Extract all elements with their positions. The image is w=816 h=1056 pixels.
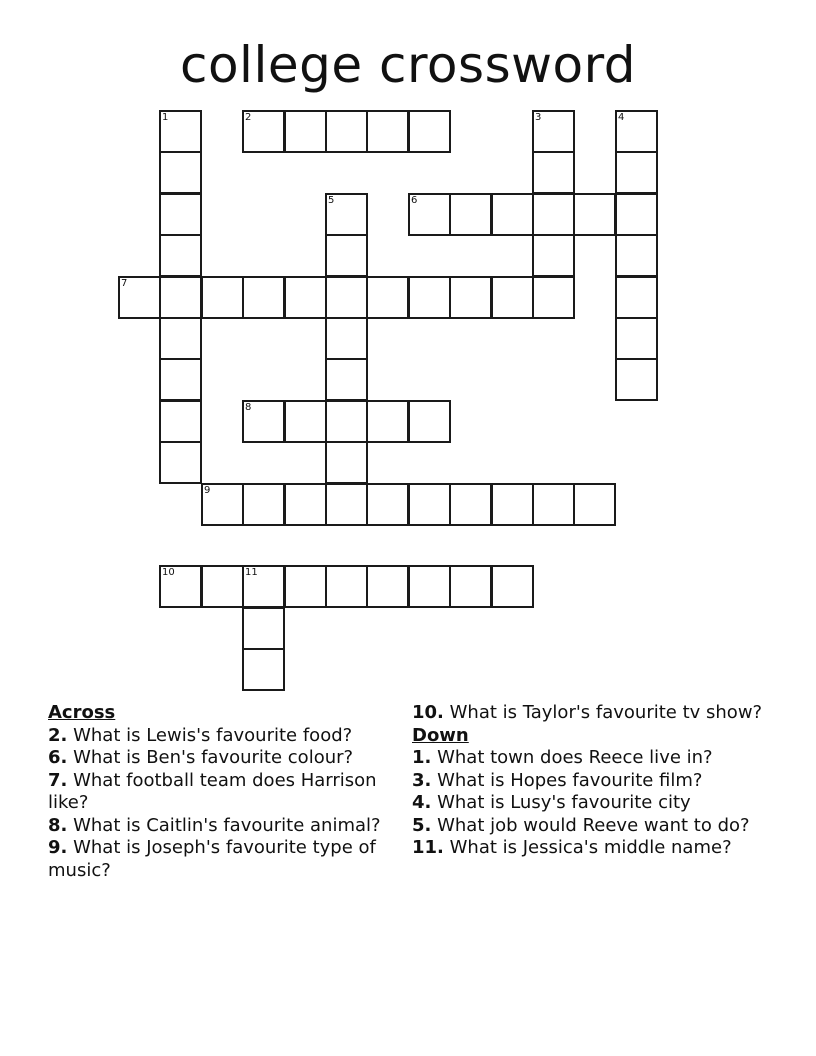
grid-cell[interactable] [449,483,492,526]
grid-cell[interactable] [366,276,409,319]
clue-number: 3. [412,769,432,791]
grid-cell[interactable] [366,110,409,153]
grid-cell[interactable] [532,483,575,526]
grid-cell[interactable] [573,193,616,236]
grid-cell[interactable] [325,441,368,484]
down-clue-1 [412,747,772,770]
grid-cell[interactable] [449,193,492,236]
grid-cell[interactable] [615,151,658,194]
across-clue-10 [412,702,772,725]
grid-cell[interactable] [325,400,368,443]
cell-number: 3 [535,112,542,123]
grid-cell[interactable] [615,193,658,236]
cell-number: 9 [204,485,211,496]
grid-cell[interactable] [242,483,285,526]
grid-cell[interactable] [532,193,575,236]
grid-cell[interactable] [491,193,534,236]
grid-cell[interactable] [159,276,202,319]
grid-cell[interactable] [242,276,285,319]
grid-cell[interactable] [532,151,575,194]
clue-number: 2. [48,724,68,746]
clue-text: What is Ben's favourite colour? [67,747,354,768]
across-clue-7 [48,770,393,815]
cell-number: 7 [121,278,128,289]
clue-text: What job would Reeve want to do? [431,814,750,836]
grid-cell[interactable] [242,648,285,691]
cell-number: 11 [245,567,258,578]
grid-cell[interactable] [325,565,368,608]
grid-cell[interactable] [159,234,202,277]
clues-column-right [412,702,772,860]
cell-number: 1 [162,112,169,123]
grid-cell[interactable] [408,276,451,319]
clues-column-left [48,702,393,882]
grid-cell[interactable] [159,193,202,236]
grid-cell[interactable] [201,276,244,319]
grid-cell[interactable] [491,565,534,608]
grid-cell[interactable] [284,110,327,153]
across-clue-9 [48,837,393,882]
grid-cell[interactable] [491,483,534,526]
grid-cell[interactable] [159,151,202,194]
down-clue-4 [412,792,772,815]
grid-cell[interactable] [325,358,368,401]
grid-cell[interactable] [366,565,409,608]
down-clue-5 [412,815,772,838]
clue-number: 8. [48,814,68,836]
clue-number: 10. [412,702,444,723]
clue-number: 7. [48,769,68,791]
grid-cell[interactable] [284,483,327,526]
grid-cell[interactable] [408,400,451,443]
clue-text: What is Hopes favourite film? [431,769,703,791]
grid-cell[interactable] [325,276,368,319]
clue-text: What is Taylor's favourite tv show? [443,702,763,723]
grid-cell[interactable] [408,565,451,608]
grid-cell[interactable] [201,565,244,608]
grid-cell[interactable] [532,276,575,319]
grid-cell[interactable] [325,483,368,526]
grid-cell[interactable] [449,276,492,319]
clue-text: What is Lewis's favourite food? [67,724,353,746]
grid-cell[interactable] [615,358,658,401]
clue-number: 9. [48,837,68,858]
clue-text: What is Lusy's favourite city [431,792,691,813]
grid-cell[interactable] [615,234,658,277]
grid-cell[interactable] [242,607,285,650]
across-clue-6 [48,747,393,770]
down-clue-3 [412,770,772,793]
cell-number: 10 [162,567,175,578]
clue-number: 1. [412,747,432,768]
cell-number: 2 [245,112,252,123]
down-heading: Down [412,724,469,746]
grid-cell[interactable] [284,565,327,608]
clue-text: What football team does Harrison like? [48,769,377,813]
grid-cell[interactable] [159,317,202,360]
grid-cell[interactable] [159,358,202,401]
grid-cell[interactable] [408,110,451,153]
grid-cell[interactable] [491,276,534,319]
grid-cell[interactable] [532,234,575,277]
clue-text: What town does Reece live in? [431,747,713,768]
grid-cell[interactable] [325,110,368,153]
clue-number: 11. [412,837,444,858]
grid-cell[interactable] [366,400,409,443]
across-heading: Across [48,702,116,723]
grid-cell[interactable] [615,276,658,319]
grid-cell[interactable] [159,441,202,484]
page-title: college crossword [179,36,637,94]
clue-number: 6. [48,747,68,768]
grid-cell[interactable] [449,565,492,608]
down-clue-11 [412,837,772,860]
across-clue-2 [48,725,393,748]
grid-cell[interactable] [325,234,368,277]
grid-cell[interactable] [284,276,327,319]
grid-cell[interactable] [615,317,658,360]
grid-cell[interactable] [573,483,616,526]
grid-cell[interactable] [284,400,327,443]
cell-number: 5 [328,195,335,206]
cell-number: 6 [411,195,418,206]
clue-text: What is Joseph's favourite type of music? [48,837,376,881]
clue-text: What is Caitlin's favourite animal? [67,814,381,836]
grid-cell[interactable] [159,400,202,443]
grid-cell[interactable] [366,483,409,526]
clue-number: 5. [412,814,432,836]
across-clue-8 [48,815,393,838]
cell-number: 8 [245,402,252,413]
cell-number: 4 [618,112,625,123]
clue-number: 4. [412,792,432,813]
grid-cell[interactable] [408,483,451,526]
clue-text: What is Jessica's middle name? [443,837,732,858]
grid-cell[interactable] [325,317,368,360]
